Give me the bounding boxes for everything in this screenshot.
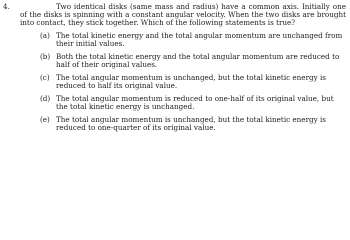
answer-options bbox=[0, 32, 350, 132]
option-a bbox=[0, 32, 350, 48]
option-b bbox=[0, 53, 350, 69]
question-stem: Two identical disks (same mass and radius) have a common axis. Initially one of the disks is spinning with a constant angular velocity. When the two disks are brought into contact, they stick together. Which of the following statements is true? bbox=[20, 2, 346, 28]
option-text: Both the total kinetic energy and the total angular momentum are reduced to half of their original values. bbox=[56, 52, 340, 70]
question-number: 4. bbox=[3, 2, 10, 11]
option-letter: (e) bbox=[40, 114, 50, 124]
option-text: The total kinetic energy and the total angular momentum are unchanged from their initial values. bbox=[56, 31, 343, 49]
option-text: The total angular momentum is reduced to one-half of its original value, but the total kinetic energy is unchanged. bbox=[56, 93, 334, 112]
option-c bbox=[0, 74, 350, 90]
option-letter: (a) bbox=[40, 31, 50, 41]
option-text: The total angular momentum is unchanged, but the total kinetic energy is reduced to half its original value. bbox=[56, 72, 326, 91]
option-letter: (d) bbox=[40, 93, 51, 103]
question-header bbox=[0, 0, 350, 28]
option-letter: (c) bbox=[40, 72, 50, 82]
option-e bbox=[0, 116, 350, 132]
option-text: The total angular momentum is unchanged, but the total kinetic energy is reduced to one-quarter of its original value. bbox=[56, 114, 326, 132]
option-d bbox=[0, 95, 350, 111]
option-letter: (b) bbox=[40, 52, 51, 62]
